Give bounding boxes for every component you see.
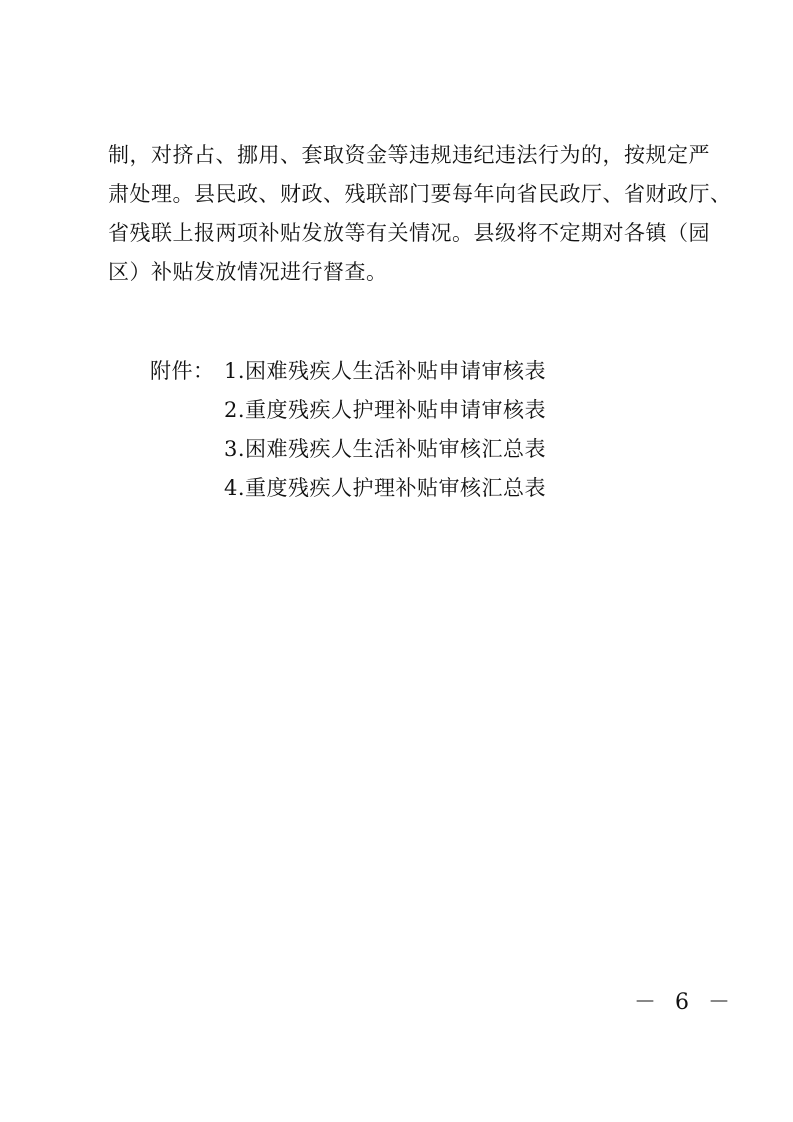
body-line: 省残联上报两项补贴发放等有关情况。县级将不定期对各镇（园 (108, 221, 710, 245)
attachment-item: 1.困难残疾人生活补贴申请审核表 (224, 359, 547, 383)
body-line: 制，对挤占、挪用、套取资金等违规违纪违法行为的，按规定严 (108, 143, 710, 167)
page-number: － 6 － (634, 990, 736, 1015)
attachment-item: 2.重度残疾人护理补贴申请审核表 (224, 398, 547, 422)
body-line: 肃处理。县民政、财政、残联部门要每年向省民政厅、省财政厅、 (108, 182, 732, 206)
attachment-item: 4.重度残疾人护理补贴审核汇总表 (224, 476, 547, 500)
attachment-item: 3.困难残疾人生活补贴审核汇总表 (224, 437, 547, 461)
body-line: 区）补贴发放情况进行督查。 (108, 260, 388, 284)
attachments-label: 附件： (150, 359, 215, 383)
body-paragraph (108, 136, 732, 292)
